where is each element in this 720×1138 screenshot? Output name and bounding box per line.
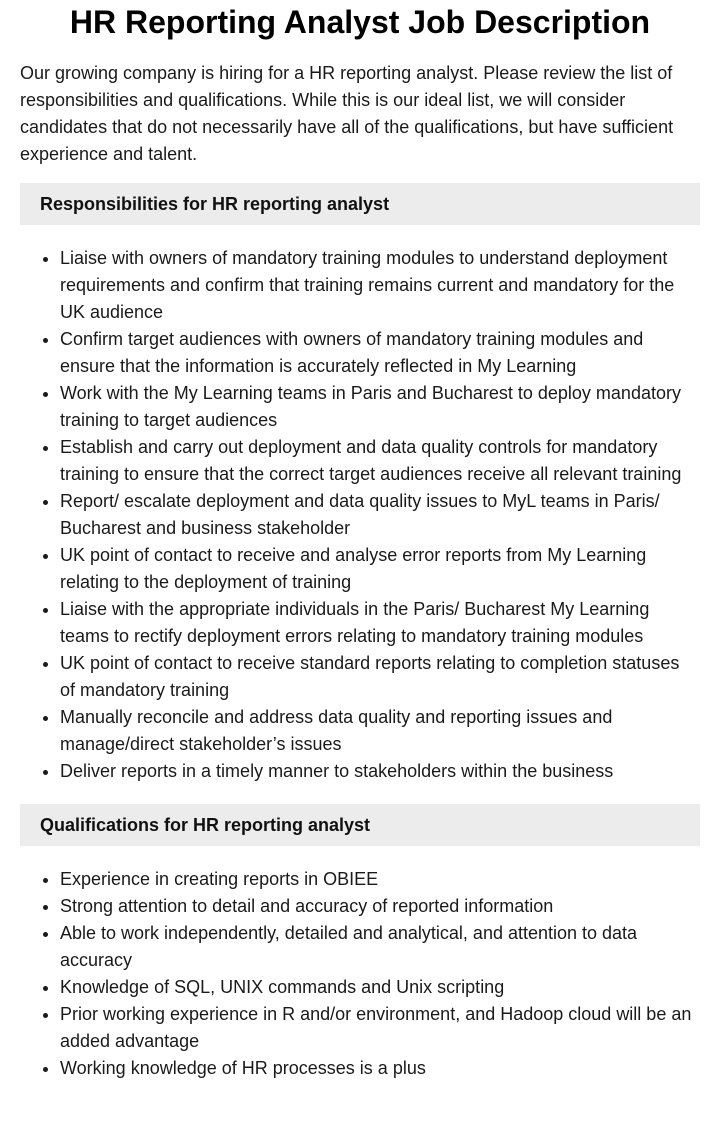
list-item: • UK point of contact to receive standard reports relating to completion statuses of mandatory training [60,650,700,704]
list-item: • Prior working experience in R and/or environment, and Hadoop cloud will be an added advantage [60,1001,700,1055]
list-item: • Able to work independently, detailed and analytical, and attention to data accuracy [60,920,700,974]
list-item: • Liaise with the appropriate individuals in the Paris/ Bucharest My Learning teams to rectify deployment errors relating to mandatory training modules [60,596,700,650]
intro-paragraph: Our growing company is hiring for a HR reporting analyst. Please review the list of responsibilities and qualifications. While this is our ideal list, we will consider candidates that do not necessarily have all of the qualifications, but have sufficient experience and talent. [20,63,674,164]
responsibilities-list [20,245,700,785]
list-item: • Experience in creating reports in OBIEE [60,866,700,893]
list-item: • Strong attention to detail and accuracy of reported information [60,893,700,920]
qualifications-list [20,866,700,1082]
list-item: • Working knowledge of HR processes is a plus [60,1055,700,1082]
list-item: • Knowledge of SQL, UNIX commands and Unix scripting [60,974,700,1001]
list-item: • Report/ escalate deployment and data quality issues to MyL teams in Paris/ Bucharest and business stakeholder [60,488,700,542]
list-item: • Liaise with owners of mandatory training modules to understand deployment requirements and confirm that training remains current and mandatory for the UK audience [60,245,700,326]
list-item: • Establish and carry out deployment and data quality controls for mandatory training to ensure that the correct target audiences receive all relevant training [60,434,700,488]
list-item: • UK point of contact to receive and analyse error reports from My Learning relating to the deployment of training [60,542,700,596]
responsibilities-heading: Responsibilities for HR reporting analyst [20,183,700,225]
list-item: • Confirm target audiences with owners of mandatory training modules and ensure that the information is accurately reflected in My Learning [60,326,700,380]
list-item: • Manually reconcile and address data quality and reporting issues and manage/direct stakeholder’s issues [60,704,700,758]
list-item: • Work with the My Learning teams in Paris and Bucharest to deploy mandatory training to target audiences [60,380,700,434]
list-item: • Deliver reports in a timely manner to stakeholders within the business [60,758,700,785]
qualifications-heading: Qualifications for HR reporting analyst [20,804,700,846]
page-title: HR Reporting Analyst Job Description [69,4,651,40]
